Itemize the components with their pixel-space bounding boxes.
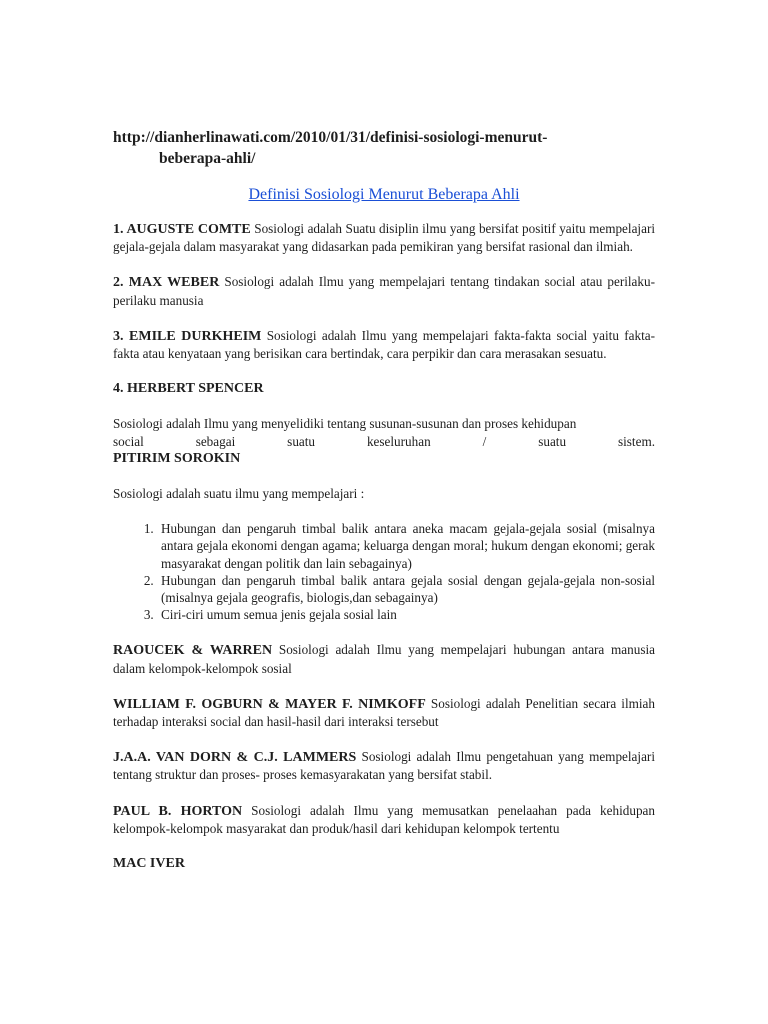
spencer-line-2: social sebagai suatu keseluruhan / suatu sistem. bbox=[113, 433, 655, 449]
definition-horton bbox=[113, 802, 655, 837]
heading-sorokin: PITIRIM SOROKIN bbox=[113, 450, 241, 466]
expert-name: 3. EMILE DURKHEIM bbox=[113, 328, 262, 344]
definition-text: Sosiologi adalah Ilmu pengetahuan yang mempelajari tentang struktur dan proses- proses kemasyarakatan yang bersifat stabil. bbox=[113, 749, 655, 783]
definition-raoucek-warren bbox=[113, 641, 655, 676]
definition-spencer bbox=[113, 415, 655, 449]
definition-text: Sosiologi adalah Penelitian secara ilmiah terhadap interaksi social dan hasil-hasil dari interaksi tersebut bbox=[113, 695, 655, 730]
source-url bbox=[113, 127, 673, 169]
sorokin-intro: Sosiologi adalah suatu ilmu yang mempelajari : bbox=[113, 486, 365, 502]
source-url-line-2: beberapa-ahli/ bbox=[159, 150, 256, 167]
list-item: 2. Hubungan dan pengaruh timbal balik antara gejala sosial dengan gejala-gejala non-sosial (misalnya gejala geografis, biologis,dan sebagainya) bbox=[157, 572, 655, 606]
expert-name: RAOUCEK & WARREN bbox=[113, 643, 273, 659]
definition-text: Sosiologi adalah Ilmu yang mempelajari hubungan antara manusia dalam kelompok-kelompok sosial bbox=[113, 642, 655, 676]
sorokin-list bbox=[113, 520, 655, 623]
source-url-line-1: http://dianherlinawati.com/2010/01/31/definisi-sosiologi-menurut- bbox=[113, 129, 548, 146]
definition-text: Sosiologi adalah Ilmu yang mempelajari tentang tindakan social atau perilaku-perilaku manusia bbox=[113, 274, 655, 308]
definition-text: Sosiologi adalah Suatu disiplin ilmu yang bersifat positif yaitu mempelajari gejala-gejala dalam masyarakat yang didasarkan pada pemikiran yang bersifat rasional dan ilmiah. bbox=[113, 221, 655, 255]
definition-durkheim bbox=[113, 327, 655, 362]
heading-spencer: 4. HERBERT SPENCER bbox=[113, 381, 264, 397]
definition-van-dorn-lammers bbox=[113, 748, 655, 783]
definition-weber bbox=[113, 273, 655, 308]
definition-text: Sosiologi adalah Ilmu yang mempelajari fakta-fakta social yaitu fakta-fakta atau kenyataan yang berisikan cara bertindak, cara perpikir dan cara merasakan sesuatu. bbox=[113, 327, 655, 362]
spencer-line-1: Sosiologi adalah Ilmu yang menyelidiki tentang susunan-susunan dan proses kehidupan bbox=[113, 416, 577, 432]
definition-text: Sosiologi adalah Ilmu yang memusatkan penelaahan pada kehidupan kelompok-kelompok masyarakat dan produk/hasil dari kehidupan kelompok tertentu bbox=[113, 802, 655, 836]
expert-name: J.A.A. VAN DORN & C.J. LAMMERS bbox=[113, 750, 357, 766]
expert-name: 1. AUGUSTE COMTE bbox=[113, 222, 251, 237]
document-body bbox=[113, 220, 655, 890]
list-item: 1. Hubungan dan pengaruh timbal balik antara aneka macam gejala-gejala sosial (misalnya antara gejala ekonomi dengan agama; keluarga dengan moral; hukum dengan ekonomi; gerak masyarakat dengan politik dan lain sebagainya) bbox=[157, 520, 655, 572]
expert-name: PAUL B. HORTON bbox=[113, 803, 243, 819]
definition-comte bbox=[113, 220, 655, 255]
document-title-link[interactable]: Definisi Sosiologi Menurut Beberapa Ahli bbox=[248, 186, 520, 203]
expert-name: 2. MAX WEBER bbox=[113, 275, 220, 291]
definition-ogburn-nimkoff bbox=[113, 695, 655, 730]
heading-mac-iver: MAC IVER bbox=[113, 856, 185, 872]
list-item: 3. Ciri-ciri umum semua jenis gejala sosial lain bbox=[157, 606, 655, 623]
expert-name: WILLIAM F. OGBURN & MAYER F. NIMKOFF bbox=[113, 696, 426, 712]
